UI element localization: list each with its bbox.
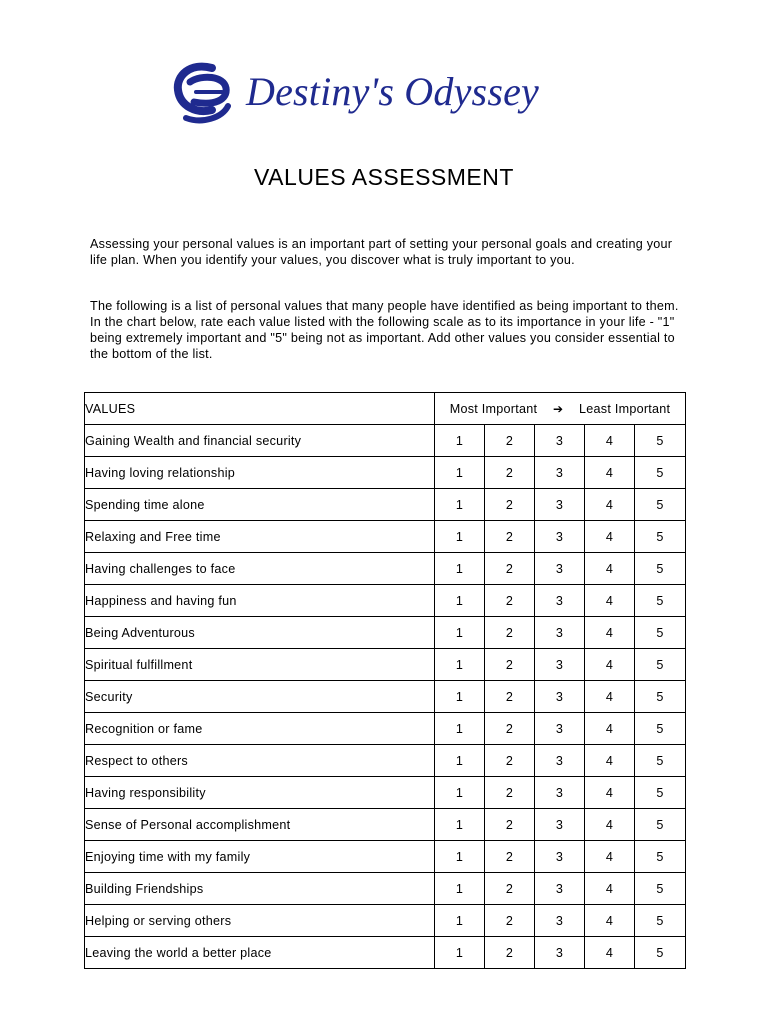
value-name: Gaining Wealth and financial security — [85, 425, 435, 457]
rating-option-3[interactable]: 3 — [535, 649, 585, 681]
rating-option-5[interactable]: 5 — [635, 617, 686, 649]
rating-option-2[interactable]: 2 — [485, 521, 535, 553]
value-name: Happiness and having fun — [85, 585, 435, 617]
rating-option-4[interactable]: 4 — [585, 681, 635, 713]
rating-option-3[interactable]: 3 — [535, 809, 585, 841]
rating-option-1[interactable]: 1 — [435, 617, 485, 649]
rating-option-3[interactable]: 3 — [535, 905, 585, 937]
rating-option-5[interactable]: 5 — [635, 457, 686, 489]
rating-option-5[interactable]: 5 — [635, 873, 686, 905]
rating-option-4[interactable]: 4 — [585, 457, 635, 489]
rating-option-5[interactable]: 5 — [635, 809, 686, 841]
value-name: Sense of Personal accomplishment — [85, 809, 435, 841]
page-title: VALUES ASSESSMENT — [254, 164, 514, 190]
value-name: Being Adventurous — [85, 617, 435, 649]
value-name: Helping or serving others — [85, 905, 435, 937]
rating-option-3[interactable]: 3 — [535, 489, 585, 521]
arrow-right-icon: ➔ — [552, 401, 564, 416]
rating-option-2[interactable]: 2 — [485, 489, 535, 521]
rating-option-1[interactable]: 1 — [435, 905, 485, 937]
rating-option-3[interactable]: 3 — [535, 841, 585, 873]
value-name: Relaxing and Free time — [85, 521, 435, 553]
table-row — [85, 745, 686, 777]
destinys-odyssey-monogram-icon — [172, 60, 234, 124]
rating-option-4[interactable]: 4 — [585, 905, 635, 937]
value-name: Building Friendships — [85, 873, 435, 905]
value-name: Enjoying time with my family — [85, 841, 435, 873]
most-important-label: Most Important — [449, 401, 538, 416]
rating-option-1[interactable]: 1 — [435, 937, 485, 969]
least-important-label: Least Important — [579, 401, 671, 416]
rating-option-3[interactable]: 3 — [535, 937, 585, 969]
table-row — [85, 521, 686, 553]
rating-option-3[interactable]: 3 — [535, 873, 585, 905]
table-row — [85, 873, 686, 905]
rating-option-1[interactable]: 1 — [435, 457, 485, 489]
rating-option-2[interactable]: 2 — [485, 425, 535, 457]
rating-option-2[interactable]: 2 — [485, 553, 535, 585]
rating-option-2[interactable]: 2 — [485, 457, 535, 489]
rating-option-3[interactable]: 3 — [535, 457, 585, 489]
table-row — [85, 457, 686, 489]
rating-option-3[interactable]: 3 — [535, 713, 585, 745]
value-name: Having challenges to face — [85, 553, 435, 585]
rating-option-3[interactable]: 3 — [535, 745, 585, 777]
brand-logo — [172, 54, 539, 130]
value-name: Spending time alone — [85, 489, 435, 521]
table-row — [85, 841, 686, 873]
table-row — [85, 585, 686, 617]
rating-option-2[interactable]: 2 — [485, 777, 535, 809]
rating-option-2[interactable]: 2 — [485, 713, 535, 745]
table-header-row — [85, 393, 686, 425]
rating-option-5[interactable]: 5 — [635, 585, 686, 617]
table-row — [85, 937, 686, 969]
rating-option-5[interactable]: 5 — [635, 777, 686, 809]
rating-option-1[interactable]: 1 — [435, 521, 485, 553]
table-row — [85, 425, 686, 457]
rating-option-4[interactable]: 4 — [585, 777, 635, 809]
rating-option-2[interactable]: 2 — [485, 745, 535, 777]
rating-option-1[interactable]: 1 — [435, 681, 485, 713]
rating-option-1[interactable]: 1 — [435, 713, 485, 745]
rating-option-2[interactable]: 2 — [485, 649, 535, 681]
brand-name: Destiny's Odyssey — [246, 69, 539, 114]
values-table — [84, 392, 686, 969]
rating-option-4[interactable]: 4 — [585, 873, 635, 905]
rating-option-5[interactable]: 5 — [635, 841, 686, 873]
importance-scale-header — [435, 393, 686, 425]
rating-option-4[interactable]: 4 — [585, 617, 635, 649]
rating-option-5[interactable]: 5 — [635, 489, 686, 521]
table-row — [85, 681, 686, 713]
rating-option-1[interactable]: 1 — [435, 745, 485, 777]
table-row — [85, 489, 686, 521]
rating-option-3[interactable]: 3 — [535, 777, 585, 809]
intro-paragraph-1: Assessing your personal values is an important part of setting your personal goals and creating your life plan. When you identify your values, you discover what is truly important to you. — [90, 237, 673, 267]
rating-option-5[interactable]: 5 — [635, 649, 686, 681]
table-row — [85, 809, 686, 841]
rating-option-2[interactable]: 2 — [485, 841, 535, 873]
value-name: Respect to others — [85, 745, 435, 777]
rating-option-5[interactable]: 5 — [635, 521, 686, 553]
rating-option-3[interactable]: 3 — [535, 681, 585, 713]
rating-option-2[interactable]: 2 — [485, 585, 535, 617]
rating-option-3[interactable]: 3 — [535, 553, 585, 585]
rating-option-5[interactable]: 5 — [635, 937, 686, 969]
table-row — [85, 777, 686, 809]
table-row — [85, 713, 686, 745]
rating-option-2[interactable]: 2 — [485, 809, 535, 841]
value-name: Recognition or fame — [85, 713, 435, 745]
rating-option-4[interactable]: 4 — [585, 553, 635, 585]
rating-option-5[interactable]: 5 — [635, 713, 686, 745]
rating-option-4[interactable]: 4 — [585, 425, 635, 457]
rating-option-1[interactable]: 1 — [435, 553, 485, 585]
rating-option-4[interactable]: 4 — [585, 585, 635, 617]
rating-option-1[interactable]: 1 — [435, 649, 485, 681]
rating-option-4[interactable]: 4 — [585, 489, 635, 521]
rating-option-2[interactable]: 2 — [485, 873, 535, 905]
rating-option-4[interactable]: 4 — [585, 809, 635, 841]
rating-option-5[interactable]: 5 — [635, 745, 686, 777]
table-row — [85, 617, 686, 649]
table-row — [85, 649, 686, 681]
value-name: Having loving relationship — [85, 457, 435, 489]
rating-option-5[interactable]: 5 — [635, 905, 686, 937]
rating-option-1[interactable]: 1 — [435, 425, 485, 457]
rating-option-4[interactable]: 4 — [585, 841, 635, 873]
rating-option-4[interactable]: 4 — [585, 937, 635, 969]
rating-option-5[interactable]: 5 — [635, 425, 686, 457]
rating-option-4[interactable]: 4 — [585, 713, 635, 745]
rating-option-1[interactable]: 1 — [435, 489, 485, 521]
rating-option-5[interactable]: 5 — [635, 681, 686, 713]
rating-option-1[interactable]: 1 — [435, 809, 485, 841]
rating-option-4[interactable]: 4 — [585, 649, 635, 681]
intro-paragraph-2: The following is a list of personal values that many people have identified as being important to them. In the chart below, rate each value listed with the following scale as to its importance in your life - "1" being extremely important and "5" being not as important. Add other values you consider essential to the bottom of the list. — [90, 299, 679, 361]
rating-option-1[interactable]: 1 — [435, 873, 485, 905]
rating-option-3[interactable]: 3 — [535, 425, 585, 457]
value-name: Spiritual fulfillment — [85, 649, 435, 681]
rating-option-3[interactable]: 3 — [535, 521, 585, 553]
values-column-header: VALUES — [85, 393, 435, 425]
rating-option-3[interactable]: 3 — [535, 617, 585, 649]
rating-option-1[interactable]: 1 — [435, 777, 485, 809]
value-name: Having responsibility — [85, 777, 435, 809]
table-row — [85, 553, 686, 585]
rating-option-3[interactable]: 3 — [535, 585, 585, 617]
rating-option-2[interactable]: 2 — [485, 617, 535, 649]
value-name: Security — [85, 681, 435, 713]
rating-option-1[interactable]: 1 — [435, 585, 485, 617]
value-name: Leaving the world a better place — [85, 937, 435, 969]
rating-option-2[interactable]: 2 — [485, 905, 535, 937]
rating-option-4[interactable]: 4 — [585, 521, 635, 553]
rating-option-5[interactable]: 5 — [635, 553, 686, 585]
rating-option-1[interactable]: 1 — [435, 841, 485, 873]
rating-option-4[interactable]: 4 — [585, 745, 635, 777]
rating-option-2[interactable]: 2 — [485, 937, 535, 969]
rating-option-2[interactable]: 2 — [485, 681, 535, 713]
table-row — [85, 905, 686, 937]
